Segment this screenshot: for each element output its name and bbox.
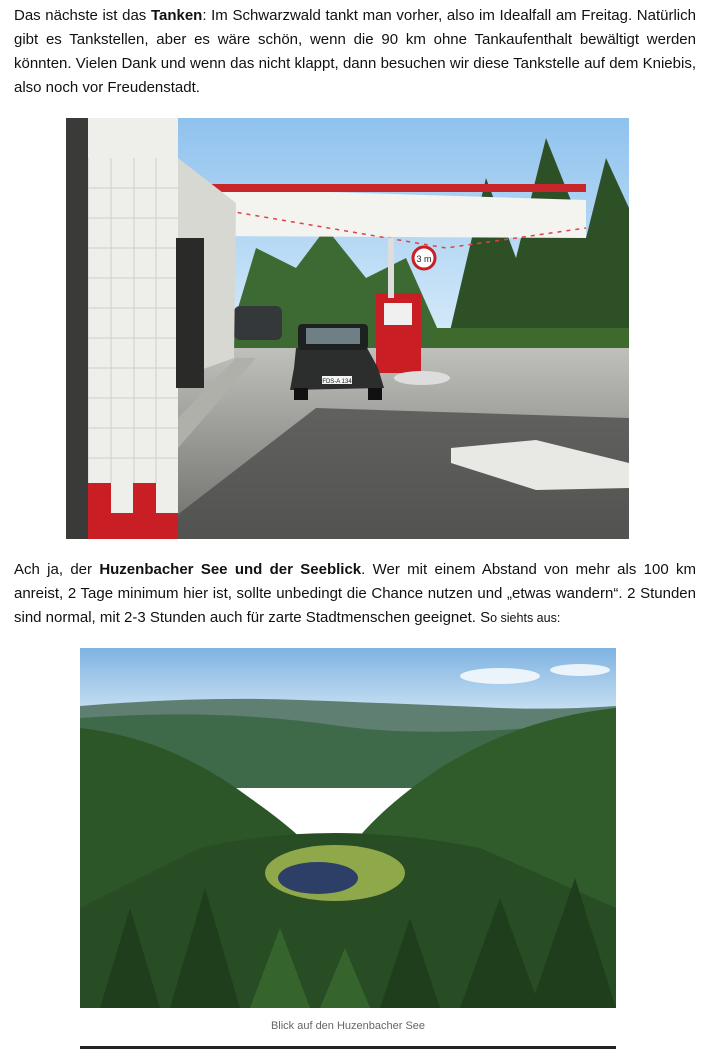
- text-segment: . Wer mit einem Abstand von mehr als 100 km anreist, 2 Tage minimum hier ist, sollte unbedingt die Chance nutzen und „etwas wandern“. 2 Stunden sind normal, mit 2-3 Stunden auch für zarte Stadtmenschen geeignet. S: [14, 561, 696, 626]
- height-sign-text: 3 m: [416, 254, 432, 264]
- text-segment: Das nächste ist das: [14, 7, 151, 24]
- license-plate-text: FDS-A 134: [322, 379, 352, 385]
- huzenbacher-see-photo: [80, 648, 616, 1008]
- small-text-segment: o siehts aus:: [490, 611, 561, 625]
- lake-paragraph: [14, 558, 696, 630]
- photo-caption: Blick auf den Huzenbacher See: [270, 1020, 426, 1032]
- bold-keyword-huzenbacher-see: Huzenbacher See und der Seeblick: [99, 561, 362, 578]
- gas-station-photo: [66, 118, 629, 539]
- bold-keyword-tanken: Tanken: [150, 7, 203, 24]
- intro-paragraph: [14, 4, 696, 100]
- text-segment: : Im Schwarzwald tankt man vorher, also im Idealfall am Freitag. Natürlich gibt es Tankstellen, aber es wäre schön, wenn die 90 km ohne Tankaufenthalt bewältigt werden könnten. Vielen Dank und wenn das nicht klappt, dann besuchen wir diese Tankstelle auf dem Kniebis, also noch vor Freudenstadt.: [14, 7, 696, 96]
- divider-line: [80, 1046, 616, 1049]
- text-segment: Ach ja, der: [14, 561, 100, 578]
